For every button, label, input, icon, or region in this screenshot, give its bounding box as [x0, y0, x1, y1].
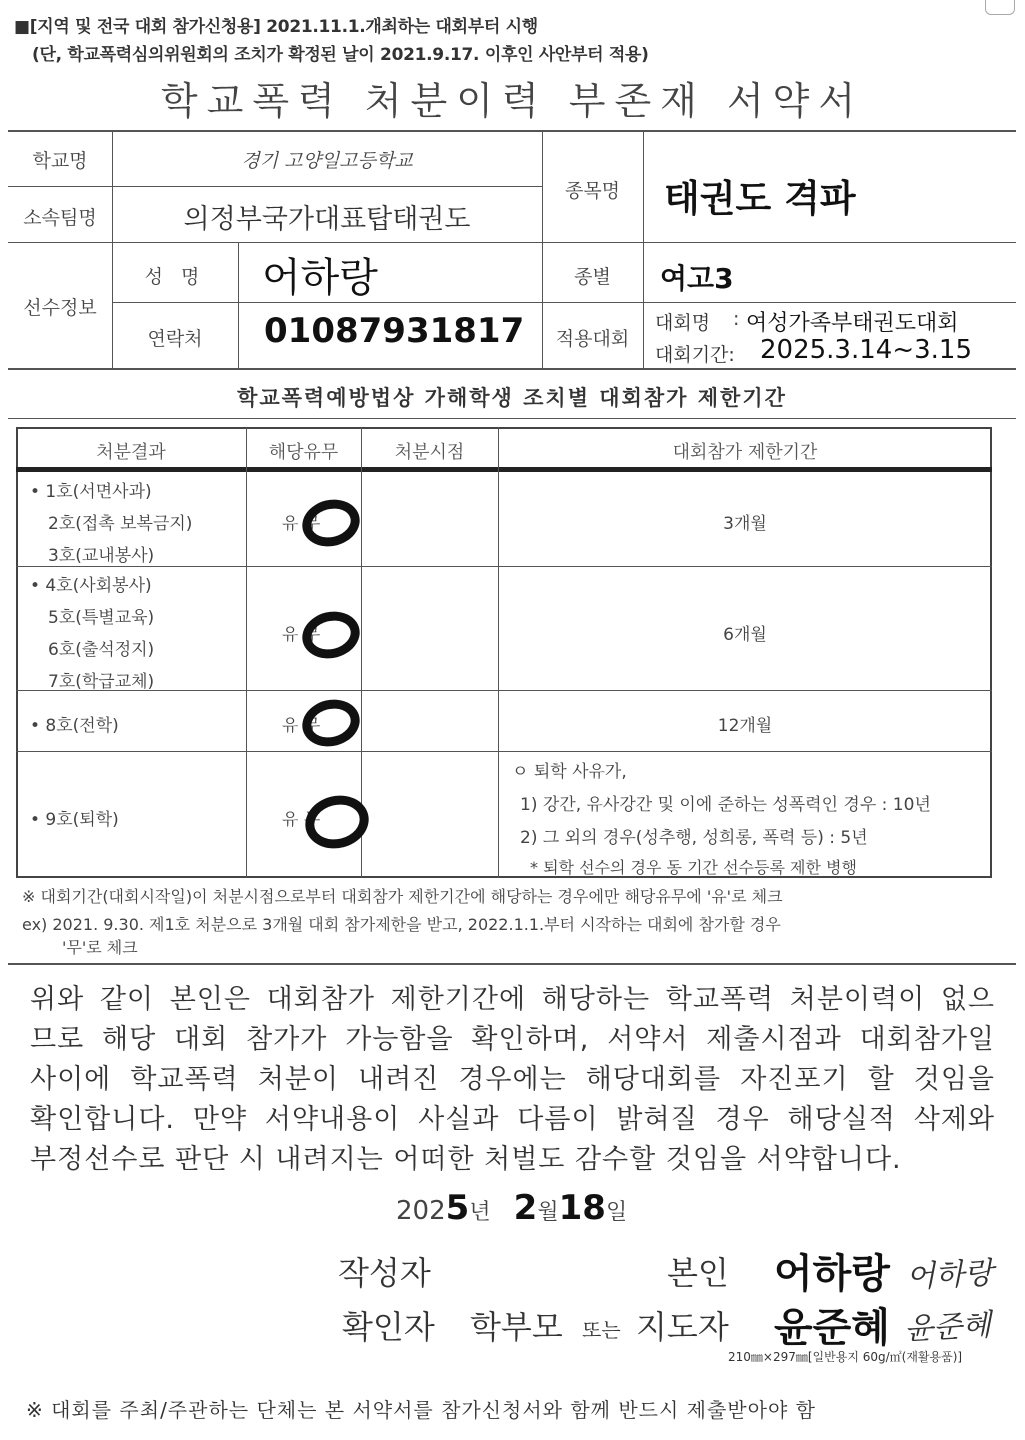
pledge-line: 위와 같이 본인은 대회참가 제한기간에 해당하는 학교폭력 처분이력이 없으: [30, 984, 995, 1015]
date-day-unit: 일: [605, 1200, 628, 1225]
grid-line: [8, 130, 1016, 132]
school-value: 경기 고양일고등학교: [241, 150, 413, 172]
grid-line: [8, 368, 1016, 370]
grid-line: [8, 963, 1016, 965]
pledge-line: 므로 해당 대회 참가가 가능함을 확인하며, 서약서 제출시점과 대회참가일: [30, 1024, 995, 1055]
restriction-period: 6개월: [723, 625, 767, 645]
self-name: 어하랑: [774, 1251, 890, 1297]
name-label: 성 명: [144, 266, 206, 288]
self-label: 본인: [667, 1254, 729, 1292]
coach-label: 지도자: [636, 1308, 729, 1346]
or-label: 또는: [582, 1318, 621, 1342]
footnote-3: '무'로 체크: [62, 938, 138, 957]
date-year-digit: 5: [445, 1188, 470, 1228]
writer-label: 작성자: [338, 1254, 431, 1292]
yes-no-option: 유 무: [282, 514, 321, 534]
yes-no-option: 유 무: [282, 810, 321, 830]
date-month-unit: 월: [537, 1200, 559, 1225]
competition-name-separator: :: [733, 308, 740, 330]
grid-line: [16, 751, 992, 752]
team-label: 소속팀명: [23, 207, 97, 229]
applied-competition-label: 적용대회: [555, 328, 630, 350]
grid-line: [8, 186, 543, 187]
date-year-unit: 년: [469, 1200, 491, 1225]
notice-line-2: (단, 학교폭력심의위원회의 조치가 확정된 날이 2021.9.17. 이후인 사안부터 적용): [32, 45, 649, 65]
grid-line: [498, 427, 499, 878]
expulsion-detail-line: ㅇ 퇴학 사유가,: [512, 762, 627, 782]
yes-no-option: 유 무: [282, 716, 321, 736]
section-title: 학교폭력예방법상 가해학생 조치별 대회참가 제한기간: [237, 386, 787, 410]
contact-label: 연락처: [147, 328, 203, 350]
expulsion-detail-line: * 퇴학 선수의 경우 동 기간 선수등록 제한 병행: [530, 858, 857, 877]
corner-tab: [985, 0, 1015, 15]
measure-item: 2호(접촉 보복금지): [48, 514, 193, 534]
contact-value: 01087931817: [264, 311, 525, 351]
date-day: 18: [558, 1188, 606, 1228]
pledge-line: 부정선수로 판단 시 내려지는 어떠한 처벌도 감수할 것임을 서약합니다.: [30, 1144, 902, 1175]
competition-period-label: 대회기간:: [655, 344, 735, 366]
footnote-1: ※ 대회기간(대회시작일)이 처분시점으로부터 대회참가 제한기간에 해당하는 경우에만 해당유무에 '유'로 체크: [22, 887, 783, 906]
column-header-measure-date: 처분시점: [394, 442, 465, 463]
measure-item: • 9호(퇴학): [30, 810, 119, 830]
date-month: 2: [513, 1188, 538, 1228]
grid-line: [8, 418, 1016, 419]
grid-line: [16, 566, 992, 567]
grid-line: [112, 302, 1016, 303]
division-value: 여고3: [660, 262, 734, 295]
event-label: 종목명: [564, 180, 621, 202]
name-value: 어하랑: [262, 255, 378, 301]
competition-period-value: 2025.3.14~3.15: [760, 335, 972, 365]
paper-spec: 210㎜×297㎜[일반용지 60g/㎡(재활용품)]: [728, 1350, 963, 1364]
column-header-measure: 처분결과: [96, 442, 166, 463]
date-year-prefix: 202: [396, 1196, 446, 1226]
table-header-rule: [16, 467, 992, 472]
pledge-line: 확인합니다. 만약 서약내용이 사실과 다름이 밝혀질 경우 해당실적 삭제와: [30, 1104, 995, 1135]
measure-item: 3호(교내봉사): [48, 546, 155, 566]
measure-item: • 8호(전학): [30, 716, 119, 736]
coach-name: 윤준혜: [774, 1305, 890, 1351]
expulsion-detail-line: 2) 그 외의 경우(성추행, 성희롱, 폭력 등) : 5년: [520, 828, 868, 848]
restriction-period: 3개월: [723, 514, 767, 534]
restriction-period: 12개월: [717, 716, 773, 736]
confirmer-label: 확인자: [342, 1308, 435, 1346]
footnote-2: ex) 2021. 9.30. 제1호 처분으로 3개월 대회 참가제한을 받고, 2022.1.1.부터 시작하는 대회에 참가할 경우: [22, 915, 781, 934]
grid-line: [643, 130, 644, 368]
measure-item: 6호(출석정지): [48, 640, 155, 660]
bottom-note: ※ 대회를 주최/주관하는 단체는 본 서약서를 참가신청서와 함께 반드시 제출받아야 함: [26, 1398, 816, 1422]
measure-item: 5호(특별교육): [48, 608, 155, 628]
expulsion-detail-line: 1) 강간, 유사강간 및 이에 준하는 성폭력인 경우 : 10년: [520, 795, 931, 815]
self-handwritten-signature: 어하랑: [905, 1255, 994, 1296]
event-value: 태권도 격파: [664, 177, 856, 220]
notice-line-1: ■[지역 및 전국 대회 참가신청용] 2021.11.1.개최하는 대회부터 시행: [14, 17, 538, 37]
parent-label: 학부모: [470, 1308, 563, 1346]
measure-item: 7호(학급교체): [48, 672, 155, 692]
team-value: 의정부국가대표탑태권도: [183, 204, 471, 235]
competition-name-label: 대회명: [655, 312, 711, 334]
player-info-label: 선수정보: [23, 297, 97, 319]
column-header-applicable: 해당유무: [268, 442, 339, 463]
pledge-date: [396, 1188, 627, 1228]
grid-line: [16, 690, 992, 691]
coach-handwritten-signature: 윤준혜: [903, 1307, 992, 1348]
measure-item: • 4호(사회봉사): [30, 576, 152, 596]
document-title: 학교폭력 처분이력 부존재 서약서: [160, 79, 865, 123]
measure-item: • 1호(서면사과): [30, 482, 152, 502]
division-label: 종별: [574, 266, 611, 288]
competition-name-value: 여성가족부태권도대회: [746, 311, 959, 336]
yes-no-option: 유 무: [282, 625, 321, 645]
column-header-restriction-period: 대회참가 제한기간: [672, 442, 818, 463]
grid-line: [8, 242, 1016, 243]
grid-line: [246, 427, 247, 878]
school-label: 학교명: [32, 150, 88, 172]
pledge-line: 사이에 학교폭력 처분이 내려진 경우에는 해당대회를 자진포기 할 것임을: [30, 1064, 995, 1095]
grid-line: [238, 242, 239, 368]
